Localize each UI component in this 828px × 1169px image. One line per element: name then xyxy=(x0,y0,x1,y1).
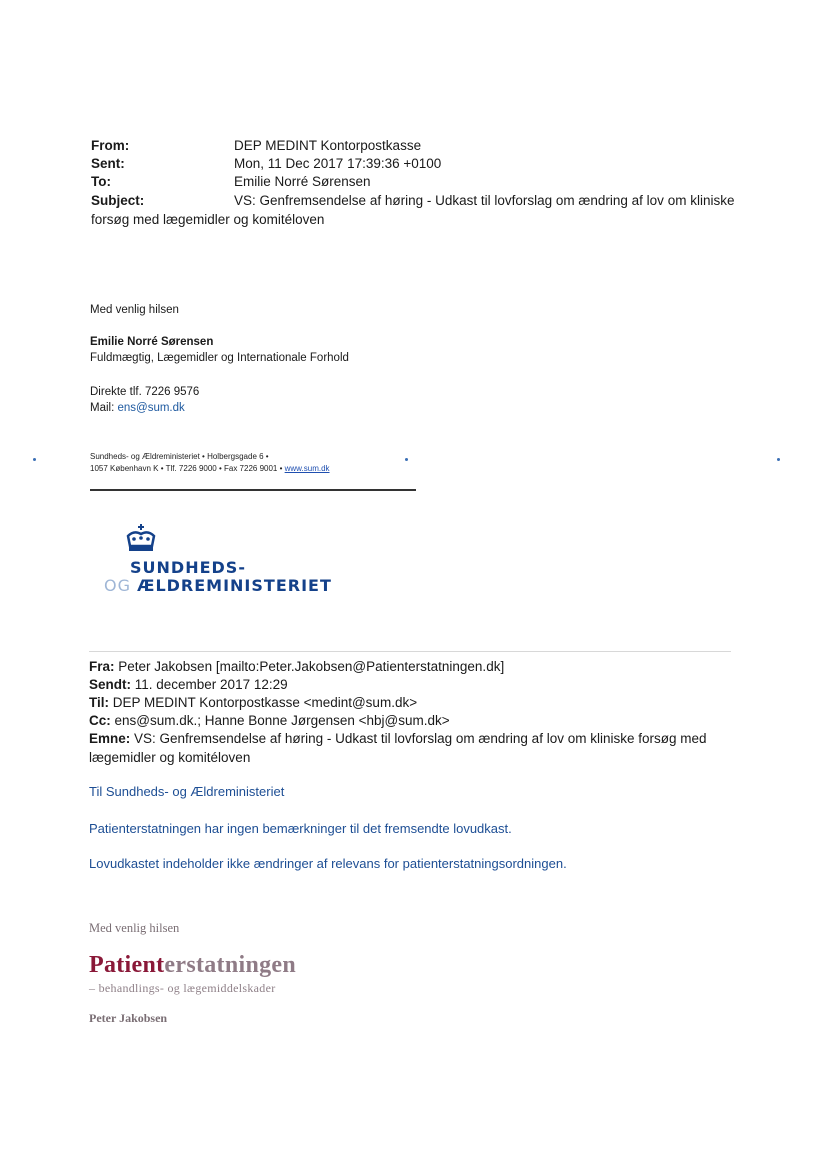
fwd-cc-label: Cc: xyxy=(89,713,111,728)
address-line-1: Sundheds- og Ældreministeriet • Holbergsgade 6 • xyxy=(90,452,269,461)
ps-tagline: – behandlings- og lægemiddelskader xyxy=(89,981,276,995)
address-line-2-text: 1057 København K • Tlf. 7226 9000 • Fax 7226 9001 • xyxy=(90,464,285,473)
website-link[interactable]: www.sum.dk xyxy=(284,464,330,473)
fwd-sent-label: Sendt: xyxy=(89,677,131,692)
mail-link[interactable]: ens@sum.dk xyxy=(117,402,185,414)
body-paragraph-1: Patienterstatningen har ingen bemærkninger til det fremsendte lovudkast. xyxy=(89,821,512,836)
fwd-cc-value: ens@sum.dk.; Hanne Bonne Jørgensen <hbj@sum.dk> xyxy=(110,713,450,728)
ministry-logo-line2 xyxy=(104,576,332,595)
fwd-subject-label: Emne: xyxy=(89,731,131,746)
to-label: To: xyxy=(91,174,111,189)
fwd-from-label: Fra: xyxy=(89,659,115,674)
mail-label: Mail: xyxy=(90,402,118,414)
ps-name: Peter Jakobsen xyxy=(89,1011,168,1025)
ministry-logo-name: ÆLDREMINISTERIET xyxy=(137,576,332,595)
fwd-to xyxy=(89,694,749,713)
subject-line xyxy=(91,192,751,229)
sent-value: Mon, 11 Dec 2017 17:39:36 +0100 xyxy=(234,156,442,171)
signature-greeting: Med venlig hilsen xyxy=(90,304,179,316)
fwd-subject xyxy=(89,730,749,767)
signature-phone: Direkte tlf. 7226 9576 xyxy=(90,386,200,398)
ministry-logo-og: OG xyxy=(104,576,138,595)
forward-divider xyxy=(89,651,731,652)
scan-dot xyxy=(777,458,780,461)
signature-mail xyxy=(90,401,185,416)
ministry-logo-line1: SUNDHEDS- xyxy=(130,558,246,577)
ps-brand-logo xyxy=(89,952,296,979)
fwd-sent-value: 11. december 2017 12:29 xyxy=(131,677,288,692)
fwd-to-label: Til: xyxy=(89,695,109,710)
sent-label: Sent: xyxy=(91,156,125,171)
signature-title: Fuldmægtig, Lægemidler og Internationale Forhold xyxy=(90,352,349,364)
fwd-subject-value: VS: Genfremsendelse af høring - Udkast til lovforslag om ændring af lov om kliniske forsøg med lægemidler og komitéloven xyxy=(89,731,707,765)
body-paragraph-2: Lovudkastet indeholder ikke ændringer af relevans for patienterstatningsordningen. xyxy=(89,856,567,871)
from-value: DEP MEDINT Kontorpostkasse xyxy=(234,138,422,153)
fwd-cc xyxy=(89,712,749,731)
subject-value: VS: Genfremsendelse af høring - Udkast til lovforslag om ændring af lov om kliniske forsøg med lægemidler og komitéloven xyxy=(91,193,735,227)
ps-greeting: Med venlig hilsen xyxy=(89,921,180,935)
crown-icon xyxy=(124,524,158,556)
body-salutation: Til Sundheds- og Ældreministeriet xyxy=(89,784,285,799)
scan-dot xyxy=(405,458,408,461)
ps-brand-part2: erstatningen xyxy=(164,952,297,978)
from-label: From: xyxy=(91,138,130,153)
signature-divider xyxy=(90,489,416,491)
fwd-from xyxy=(89,658,749,677)
signature-name: Emilie Norré Sørensen xyxy=(90,336,214,348)
scan-dot xyxy=(33,458,36,461)
ps-brand-part1: Patient xyxy=(89,952,165,978)
fwd-to-value: DEP MEDINT Kontorpostkasse <medint@sum.dk> xyxy=(109,695,418,710)
to-value: Emilie Norré Sørensen xyxy=(234,174,371,189)
fwd-from-value: Peter Jakobsen [mailto:Peter.Jakobsen@Patienterstatningen.dk] xyxy=(114,659,505,674)
fwd-sent xyxy=(89,676,749,695)
address-line-2 xyxy=(90,463,330,475)
subject-label: Subject: xyxy=(91,193,145,208)
